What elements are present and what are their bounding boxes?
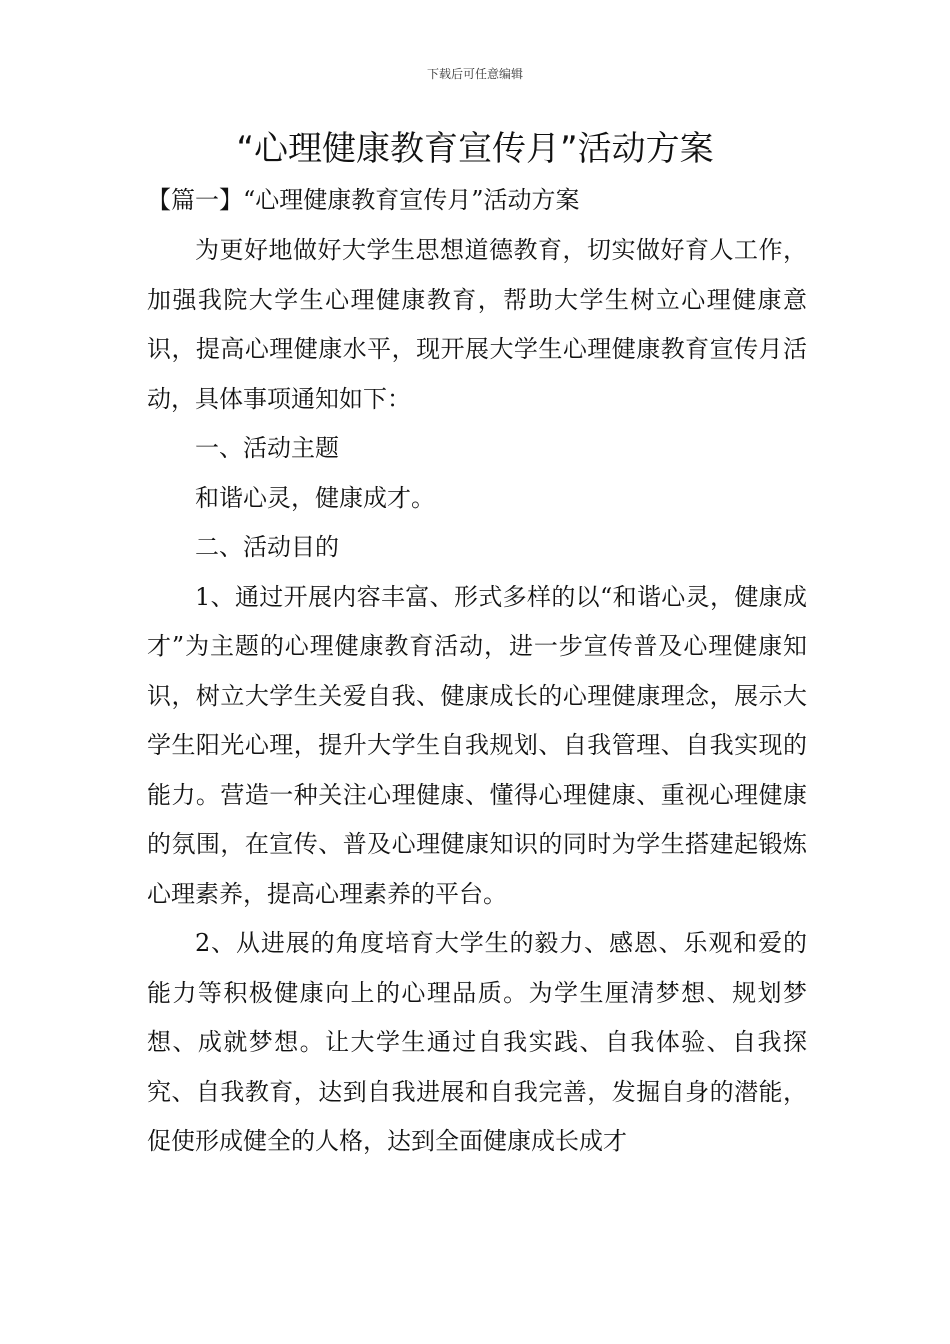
- section-heading: 【篇一】“心理健康教育宣传月”活动方案: [147, 186, 580, 214]
- purpose-item-2: 2、从进展的角度培育大学生的毅力、感恩、乐观和爱的能力等积极健康向上的心理品质。为学生厘清梦想、规划梦想、成就梦想。让大学生通过自我实践、自我体验、自我探究、自我教育，达到自我进展和自我完善，发掘自身的潜能，促使形成健全的人格，达到全面健康成长成才: [147, 929, 807, 1155]
- page-header-note: 下载后可任意编辑: [426, 67, 523, 81]
- heading-activity-theme: 一、活动主题: [195, 434, 339, 462]
- document-title: “心理健康教育宣传月”活动方案: [236, 129, 714, 169]
- intro-paragraph: 为更好地做好大学生思想道德教育，切实做好育人工作，加强我院大学生心理健康教育，帮助大学生树立心理健康意识，提高心理健康水平，现开展大学生心理健康教育宣传月活动，具体事项通知如下：: [147, 236, 807, 413]
- heading-activity-purpose: 二、活动目的: [195, 533, 339, 561]
- document-body: [147, 226, 807, 1167]
- theme-text: 和谐心灵，健康成才。: [195, 483, 435, 512]
- purpose-item-1: 1、通过开展内容丰富、形式多样的以“和谐心灵，健康成才”为主题的心理健康教育活动，进一步宣传普及心理健康知识，树立大学生关爱自我、健康成长的心理健康理念，展示大学生阳光心理，提升大学生自我规划、自我管理、自我实现的能力。营造一种关注心理健康、懂得心理健康、重视心理健康的氛围，在宣传、普及心理健康知识的同时为学生搭建起锻炼心理素养，提高心理素养的平台。: [147, 582, 807, 908]
